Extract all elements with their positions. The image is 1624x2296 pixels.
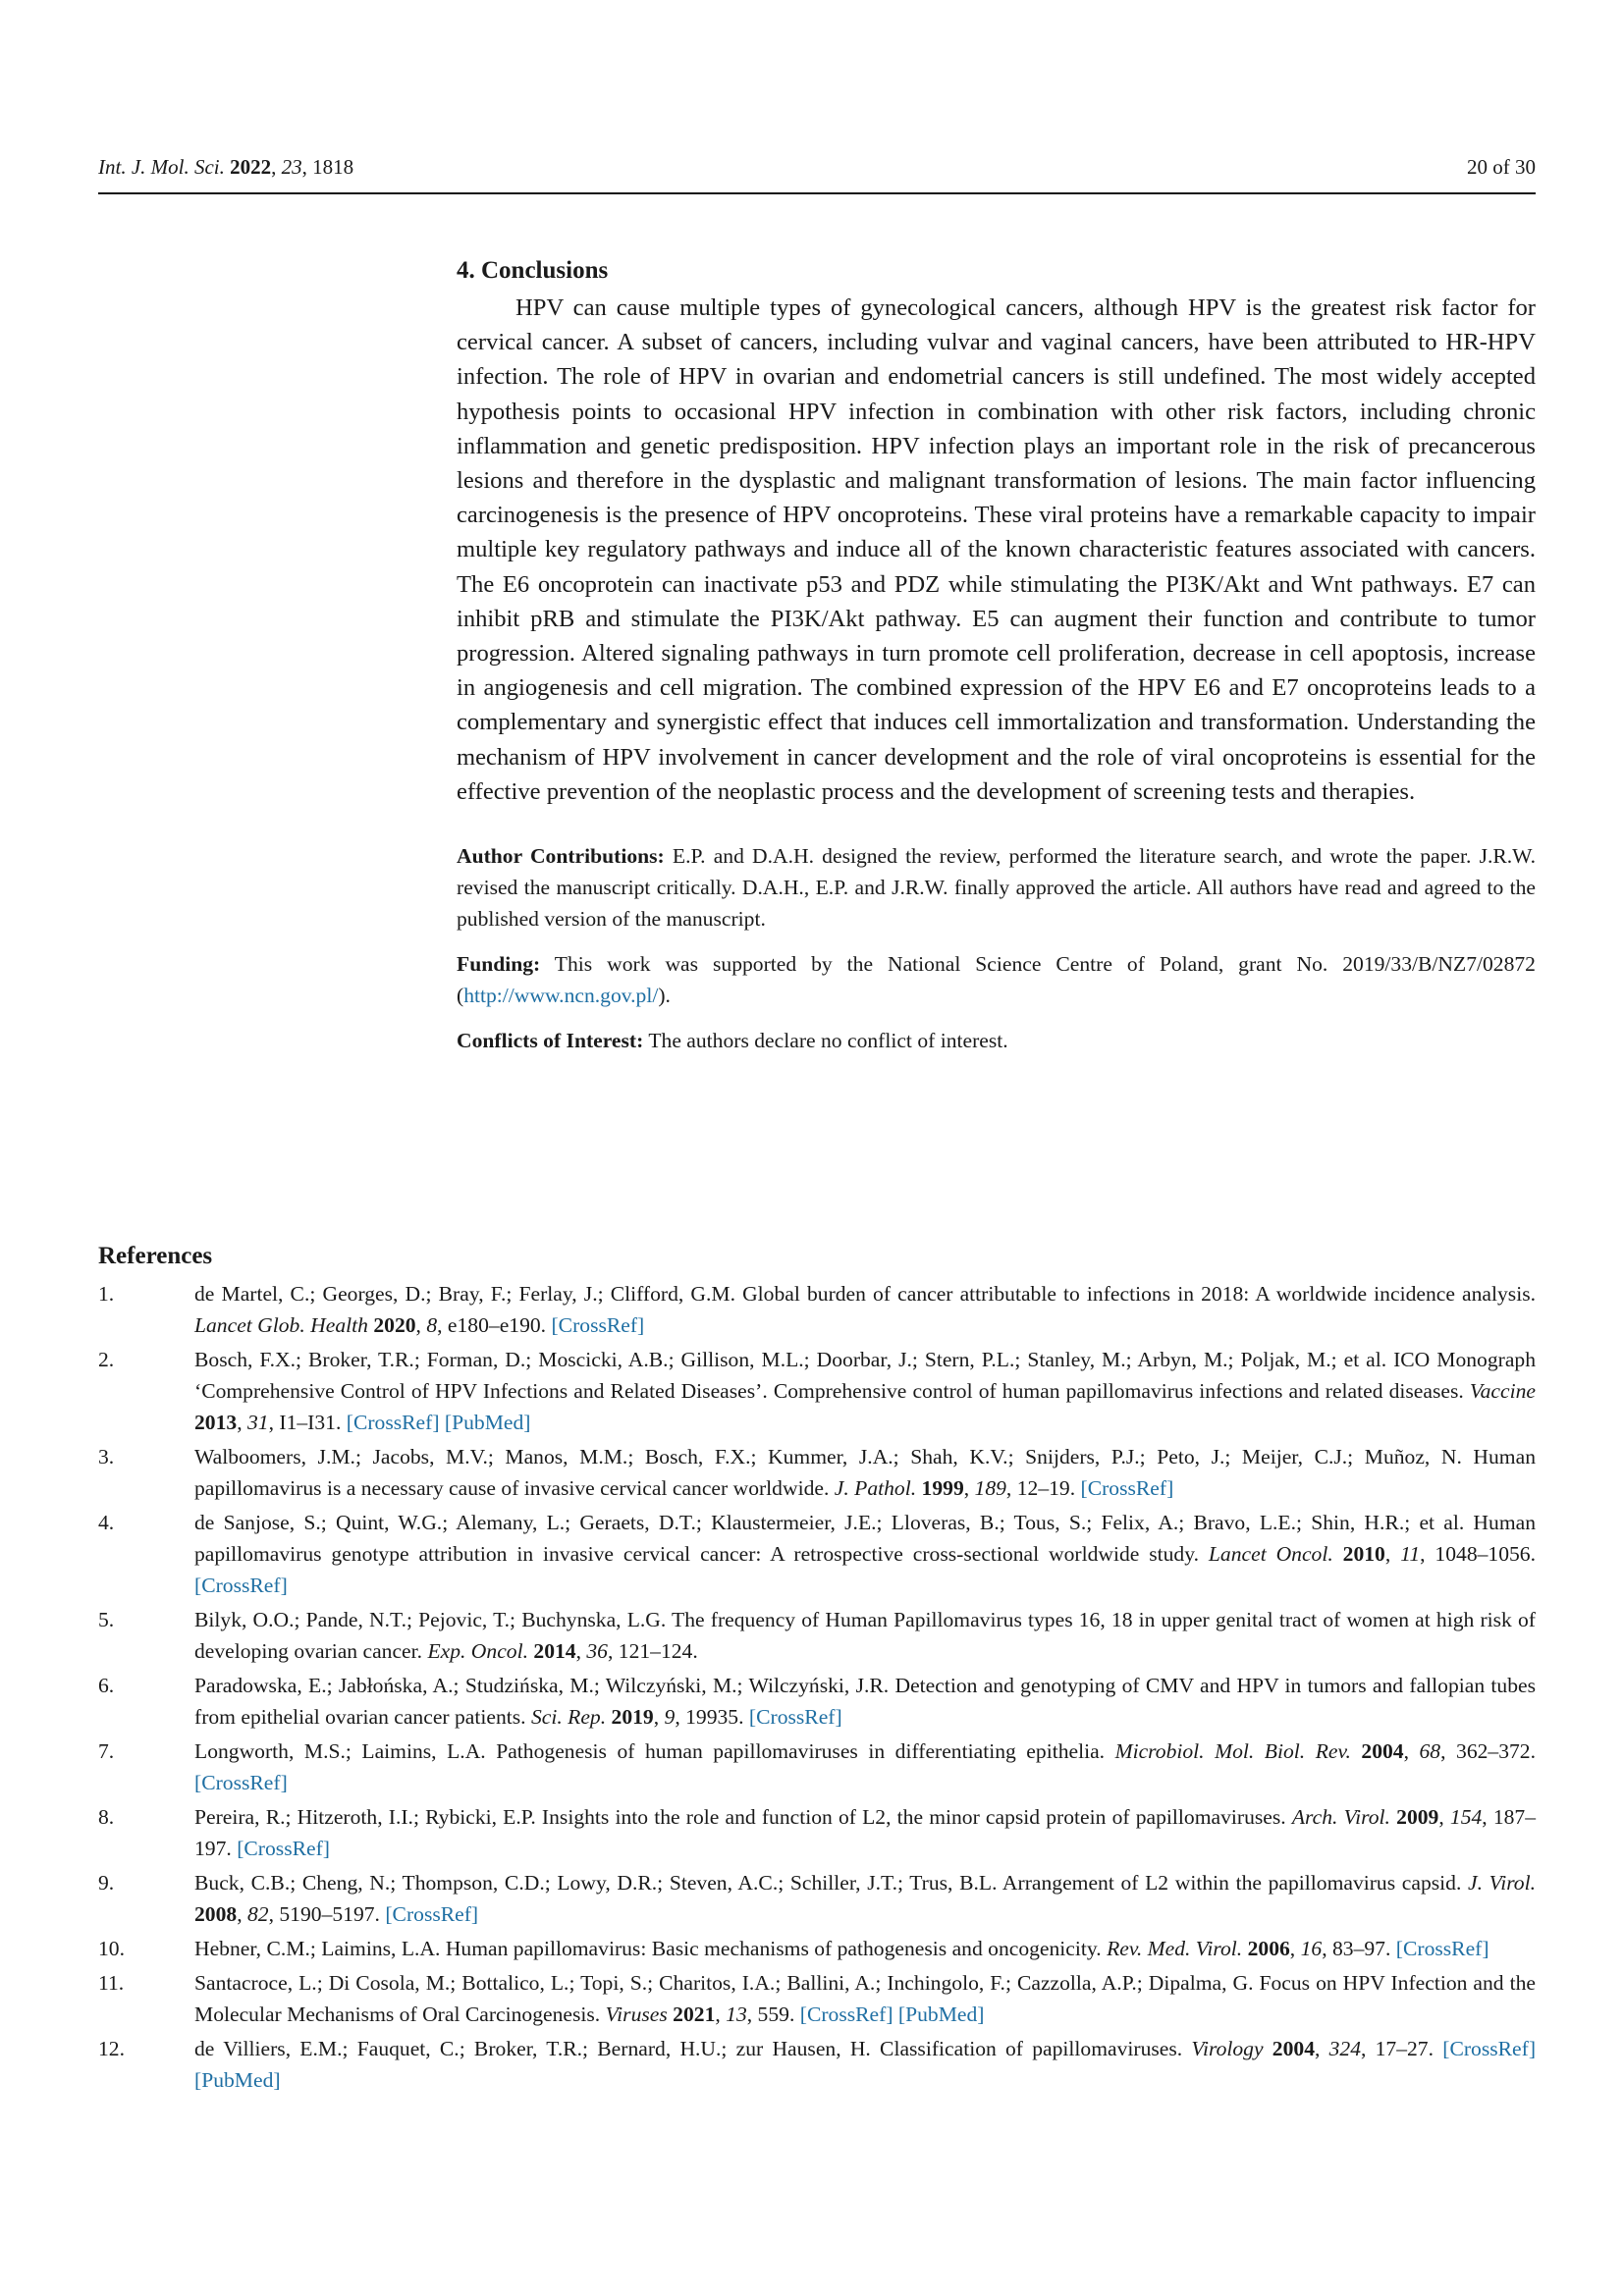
reference-item: 2. Bosch, F.X.; Broker, T.R.; Forman, D.; Moscicki, A.B.; Gillison, M.L.; Doorbar, J.; Stern, P.L.; Stanley, M.; Arbyn, M.; Poljak, M.; et al. ICO Monograph ‘Comprehensive Control of HPV Infections and Related Diseases’. Comprehensive control of human papillomavirus infections and related diseases. Vaccine 2013, 31, I1–I31. [CrossRef] [PubMed] (98, 1344, 1536, 1438)
journal-year: 2022 (230, 155, 272, 179)
crossref-link[interactable]: [CrossRef] (1080, 1476, 1174, 1500)
reference-volume: 68 (1419, 1739, 1441, 1763)
funding-label: Funding: (457, 952, 541, 977)
reference-pages: , 362–372. (1440, 1739, 1536, 1763)
reference-text: Hebner, C.M.; Laimins, L.A. Human papillomavirus: Basic mechanisms of pathogenesis and oncogenicity. (194, 1937, 1102, 1960)
reference-item: 1. de Martel, C.; Georges, D.; Bray, F.; Ferlay, J.; Clifford, G.M. Global burden of cancer attributable to infections in 2018: A worldwide incidence analysis. Lancet Glob. Health 2020, 8, e180–e190. [CrossRef] (98, 1278, 1536, 1341)
crossref-link[interactable]: [CrossRef] (799, 2002, 893, 2026)
reference-text: de Villiers, E.M.; Fauquet, C.; Broker, T.R.; Bernard, H.U.; zur Hausen, H. Classification of papillomaviruses. (194, 2037, 1183, 2060)
reference-volume: 8 (426, 1313, 438, 1337)
reference-volume: 9 (664, 1705, 676, 1729)
reference-text: Bosch, F.X.; Broker, T.R.; Forman, D.; Moscicki, A.B.; Gillison, M.L.; Doorbar, J.; Stern, P.L.; Stanley, M.; Arbyn, M.; Poljak, M.; et al. ICO Monograph ‘Comprehensive Control of HPV Infections and Related Diseases’. Comprehensive control of human papillomavirus infections and related diseases. (194, 1348, 1536, 1403)
reference-journal: Microbiol. Mol. Biol. Rev. (1114, 1739, 1351, 1763)
reference-year: 2014 (533, 1639, 576, 1663)
funding (457, 948, 1536, 1011)
reference-item: 5. Bilyk, O.O.; Pande, N.T.; Pejovic, T.; Buchynska, L.G. The frequency of Human Papillomavirus types 16, 18 in upper genital tract of women at high risk of developing ovarian cancer. Exp. Oncol. 2014, 36, 121–124. (98, 1604, 1536, 1667)
reference-pages: , 187–197. (194, 1805, 1537, 1860)
reference-text: Paradowska, E.; Jabłońska, A.; Studzińska, M.; Wilczyński, M.; Wilczyński, J.R. Detection and genotyping of CMV and HPV in tumors and fallopian tubes from epithelial ovarian cancer patients. (194, 1674, 1536, 1729)
reference-pages: , 12–19. (1005, 1476, 1076, 1500)
crossref-link[interactable]: [CrossRef] (237, 1837, 330, 1860)
reference-journal: Lancet Glob. Health (194, 1313, 368, 1337)
reference-number: 1. (98, 1282, 115, 1306)
reference-number: 6. (98, 1674, 115, 1697)
reference-text: de Sanjose, S.; Quint, W.G.; Alemany, L.; Geraets, D.T.; Klaustermeier, J.E.; Lloveras, B.; Tous, S.; Felix, A.; Bravo, L.E.; Shin, H.R.; et al. Human papillomavirus genotype attribution in invasive cervical cancer: A retrospective cross-sectional worldwide study. (194, 1511, 1536, 1566)
reference-year: 2006 (1247, 1937, 1290, 1960)
crossref-link[interactable]: [CrossRef] (385, 1902, 479, 1926)
crossref-link[interactable]: [CrossRef] (1395, 1937, 1489, 1960)
journal-name: Int. J. Mol. Sci. (98, 155, 225, 179)
references-title: References (98, 1243, 213, 1269)
conclusions-paragraph: HPV can cause multiple types of gynecological cancers, although HPV is the greatest risk factor for cervical cancer. A subset of cancers, including vulvar and vaginal cancers, have been attributed to HR-HPV infection. The role of HPV in ovarian and endometrial cancers is still undefined. The most widely accepted hypothesis points to occasional HPV infection in combination with other risk factors, including chronic inflammation and genetic predisposition. HPV infection plays an important role in the risk of precancerous lesions and therefore in the dysplastic and malignant transformation of lesions. The main factor influencing carcinogenesis is the presence of HPV oncoproteins. These viral proteins have a remarkable capacity to impair multiple key regulatory pathways and induce all of the known characteristic features associated with cancers. The E6 oncoprotein can inactivate p53 and PDZ while stimulating the PI3K/Akt and Wnt pathways. E7 can inhibit pRB and stimulate the PI3K/Akt pathway. E5 can augment their function and contribute to tumor progression. Altered signaling pathways in turn promote cell proliferation, decrease in cell apoptosis, increase in angiogenesis and cell migration. The combined expression of the HPV E6 and E7 oncoproteins leads to a complementary and synergistic effect that induces cell immortalization and transformation. Understanding the mechanism of HPV involvement in cancer development and the role of viral oncoproteins is essential for the effective prevention of the neoplastic process and the development of screening tests and therapies. (457, 294, 1536, 805)
contributions-label: Author Contributions: (457, 844, 665, 869)
reference-item: 11. Santacroce, L.; Di Cosola, M.; Bottalico, L.; Topi, S.; Charitos, I.A.; Ballini, A.; Inchingolo, F.; Cazzolla, A.P.; Dipalma, G. Focus on HPV Infection and the Molecular Mechanisms of Oral Carcinogenesis. Viruses 2021, 13, 559. [CrossRef] [PubMed] (98, 1967, 1536, 2030)
reference-journal: Exp. Oncol. (427, 1639, 528, 1663)
reference-list (98, 1278, 1536, 2096)
crossref-link[interactable]: [CrossRef] (346, 1411, 440, 1434)
funding-link[interactable]: http://www.ncn.gov.pl/ (463, 984, 659, 1008)
reference-volume: 13 (726, 2002, 747, 2026)
reference-item: 4. de Sanjose, S.; Quint, W.G.; Alemany, L.; Geraets, D.T.; Klaustermeier, J.E.; Lloveras, B.; Tous, S.; Felix, A.; Bravo, L.E.; Shin, H.R.; et al. Human papillomavirus genotype attribution in invasive cervical cancer: A retrospective cross-sectional worldwide study. Lancet Oncol. 2010, 11, 1048–1056. [CrossRef] (98, 1507, 1536, 1601)
reference-year: 2013 (194, 1411, 238, 1434)
reference-text: Santacroce, L.; Di Cosola, M.; Bottalico, L.; Topi, S.; Charitos, I.A.; Ballini, A.; Inchingolo, F.; Cazzolla, A.P.; Dipalma, G. Focus on HPV Infection and the Molecular Mechanisms of Oral Carcinogenesis. (194, 1971, 1536, 2026)
pubmed-link[interactable]: [PubMed] (897, 2002, 985, 2026)
conflicts-of-interest (457, 1025, 1536, 1056)
conflicts-label: Conflicts of Interest: (457, 1029, 644, 1053)
reference-number: 11. (98, 1971, 125, 1995)
main-content (457, 257, 1536, 1070)
reference-pages: , 5190–5197. (268, 1902, 380, 1926)
references-section (98, 1243, 1536, 2099)
reference-year: 2004 (1272, 2037, 1315, 2060)
reference-year: 2020 (373, 1313, 416, 1337)
reference-pages: , 1048–1056. (1420, 1542, 1536, 1566)
crossref-link[interactable]: [CrossRef] (194, 1574, 288, 1597)
reference-journal: J. Virol. (1467, 1871, 1536, 1895)
reference-pages: , 121–124. (607, 1639, 698, 1663)
reference-year: 2009 (1396, 1805, 1439, 1829)
reference-number: 5. (98, 1608, 115, 1631)
journal-volume: 23 (281, 155, 302, 179)
running-header (98, 149, 1536, 194)
reference-number: 12. (98, 2037, 125, 2060)
reference-journal: Lancet Oncol. (1208, 1542, 1333, 1566)
reference-journal: J. Pathol. (834, 1476, 917, 1500)
reference-item: 6. Paradowska, E.; Jabłońska, A.; Studzińska, M.; Wilczyński, M.; Wilczyński, J.R. Detection and genotyping of CMV and HPV in tumors and fallopian tubes from epithelial ovarian cancer patients. Sci. Rep. 2019, 9, 19935. [CrossRef] (98, 1670, 1536, 1733)
reference-item: 10. Hebner, C.M.; Laimins, L.A. Human papillomavirus: Basic mechanisms of pathogenesis and oncogenicity. Rev. Med. Virol. 2006, 16, 83–97. [CrossRef] (98, 1933, 1536, 1964)
reference-pages: , 559. (746, 2002, 795, 2026)
reference-journal: Arch. Virol. (1291, 1805, 1390, 1829)
section-title: 4. Conclusions (457, 257, 609, 284)
reference-number: 2. (98, 1348, 115, 1371)
page-number: 20 of 30 (1467, 155, 1536, 179)
reference-number: 7. (98, 1739, 115, 1763)
reference-text: de Martel, C.; Georges, D.; Bray, F.; Ferlay, J.; Clifford, G.M. Global burden of cancer attributable to infections in 2018: A worldwide incidence analysis. (194, 1282, 1536, 1306)
reference-volume: 324 (1328, 2037, 1361, 2060)
author-contributions (457, 840, 1536, 934)
reference-volume: 154 (1449, 1805, 1483, 1829)
reference-pages: , 17–27. (1361, 2037, 1435, 2060)
funding-end: ). (658, 984, 671, 1008)
pubmed-link[interactable]: [PubMed] (444, 1411, 531, 1434)
reference-volume: 16 (1300, 1937, 1323, 1960)
reference-text: Pereira, R.; Hitzeroth, I.I.; Rybicki, E.P. Insights into the role and function of L2, the minor capsid protein of papillomaviruses. (194, 1805, 1286, 1829)
reference-number: 4. (98, 1511, 115, 1534)
reference-pages: , 83–97. (1322, 1937, 1391, 1960)
reference-number: 10. (98, 1937, 125, 1960)
reference-year: 2010 (1342, 1542, 1385, 1566)
reference-item: 7. Longworth, M.S.; Laimins, L.A. Pathogenesis of human papillomaviruses in differentiating epithelia. Microbiol. Mol. Biol. Rev. 2004, 68, 362–372. [CrossRef] (98, 1735, 1536, 1798)
reference-year: 2008 (194, 1902, 238, 1926)
journal-citation: Int. J. Mol. Sci. 2022, 23, 1818 (98, 155, 354, 179)
pubmed-link[interactable]: [PubMed] (194, 2068, 281, 2092)
reference-year: 2004 (1361, 1739, 1404, 1763)
reference-item: 3. Walboomers, J.M.; Jacobs, M.V.; Manos, M.M.; Bosch, F.X.; Kummer, J.A.; Shah, K.V.; Snijders, P.J.; Peto, J.; Meijer, C.J.; Muñoz, N. Human papillomavirus is a necessary cause of invasive cervical cancer worldwide. J. Pathol. 1999, 189, 12–19. [CrossRef] (98, 1441, 1536, 1504)
crossref-link[interactable]: [CrossRef] (551, 1313, 645, 1337)
reference-number: 9. (98, 1871, 115, 1895)
reference-volume: 189 (974, 1476, 1006, 1500)
reference-item: 8. Pereira, R.; Hitzeroth, I.I.; Rybicki, E.P. Insights into the role and function of L2, the minor capsid protein of papillomaviruses. Arch. Virol. 2009, 154, 187–197. [CrossRef] (98, 1801, 1536, 1864)
conflicts-text: The authors declare no conflict of interest. (648, 1029, 1008, 1053)
reference-pages: , I1–I31. (268, 1411, 342, 1434)
reference-text: Longworth, M.S.; Laimins, L.A. Pathogenesis of human papillomaviruses in differentiating epithelia. (194, 1739, 1106, 1763)
reference-number: 3. (98, 1445, 115, 1468)
reference-journal: Vaccine (1469, 1379, 1536, 1403)
reference-volume: 82 (246, 1902, 269, 1926)
reference-year: 1999 (921, 1476, 964, 1500)
reference-text: Walboomers, J.M.; Jacobs, M.V.; Manos, M.M.; Bosch, F.X.; Kummer, J.A.; Shah, K.V.; Snijders, P.J.; Peto, J.; Meijer, C.J.; Muñoz, N. Human papillomavirus is a necessary cause of invasive cervical cancer worldwide. (194, 1445, 1536, 1500)
reference-text: Buck, C.B.; Cheng, N.; Thompson, C.D.; Lowy, D.R.; Steven, A.C.; Schiller, J.T.; Trus, B.L. Arrangement of L2 within the papillomavirus capsid. (194, 1871, 1462, 1895)
article-number: 1818 (312, 155, 354, 179)
reference-journal: Sci. Rep. (530, 1705, 607, 1729)
reference-number: 8. (98, 1805, 115, 1829)
reference-pages: , e180–e190. (437, 1313, 547, 1337)
crossref-link[interactable]: [CrossRef] (748, 1705, 842, 1729)
reference-text: Bilyk, O.O.; Pande, N.T.; Pejovic, T.; Buchynska, L.G. The frequency of Human Papillomavirus types 16, 18 in upper genital tract of women at high risk of developing ovarian cancer. (194, 1608, 1536, 1663)
funding-text: This work was supported by the National Science Centre of Poland, grant No. 2019/33/B/NZ7/02872 ( (457, 952, 1536, 1008)
reference-journal: Virology (1191, 2037, 1264, 2060)
reference-journal: Viruses (605, 2002, 668, 2026)
crossref-link[interactable]: [CrossRef] (194, 1771, 288, 1794)
contributions-text: E.P. and D.A.H. designed the review, performed the literature search, and wrote the paper. J.R.W. revised the manuscript critically. D.A.H., E.P. and J.R.W. finally approved the article. All authors have read and agreed to the published version of the manuscript. (457, 844, 1536, 932)
reference-pages: , 19935. (675, 1705, 744, 1729)
reference-item: 12. de Villiers, E.M.; Fauquet, C.; Broker, T.R.; Bernard, H.U.; zur Hausen, H. Classification of papillomaviruses. Virology 2004, 324, 17–27. [CrossRef] [PubMed] (98, 2033, 1536, 2096)
reference-year: 2019 (611, 1705, 654, 1729)
crossref-link[interactable]: [CrossRef] (1442, 2037, 1537, 2060)
reference-journal: Rev. Med. Virol. (1107, 1937, 1243, 1960)
reference-year: 2021 (673, 2002, 716, 2026)
reference-volume: 31 (246, 1411, 269, 1434)
reference-item: 9. Buck, C.B.; Cheng, N.; Thompson, C.D.; Lowy, D.R.; Steven, A.C.; Schiller, J.T.; Trus, B.L. Arrangement of L2 within the papillomavirus capsid. J. Virol. 2008, 82, 5190–5197. [CrossRef] (98, 1867, 1536, 1930)
reference-volume: 36 (586, 1639, 608, 1663)
back-matter (457, 840, 1536, 1056)
reference-volume: 11 (1400, 1542, 1421, 1566)
